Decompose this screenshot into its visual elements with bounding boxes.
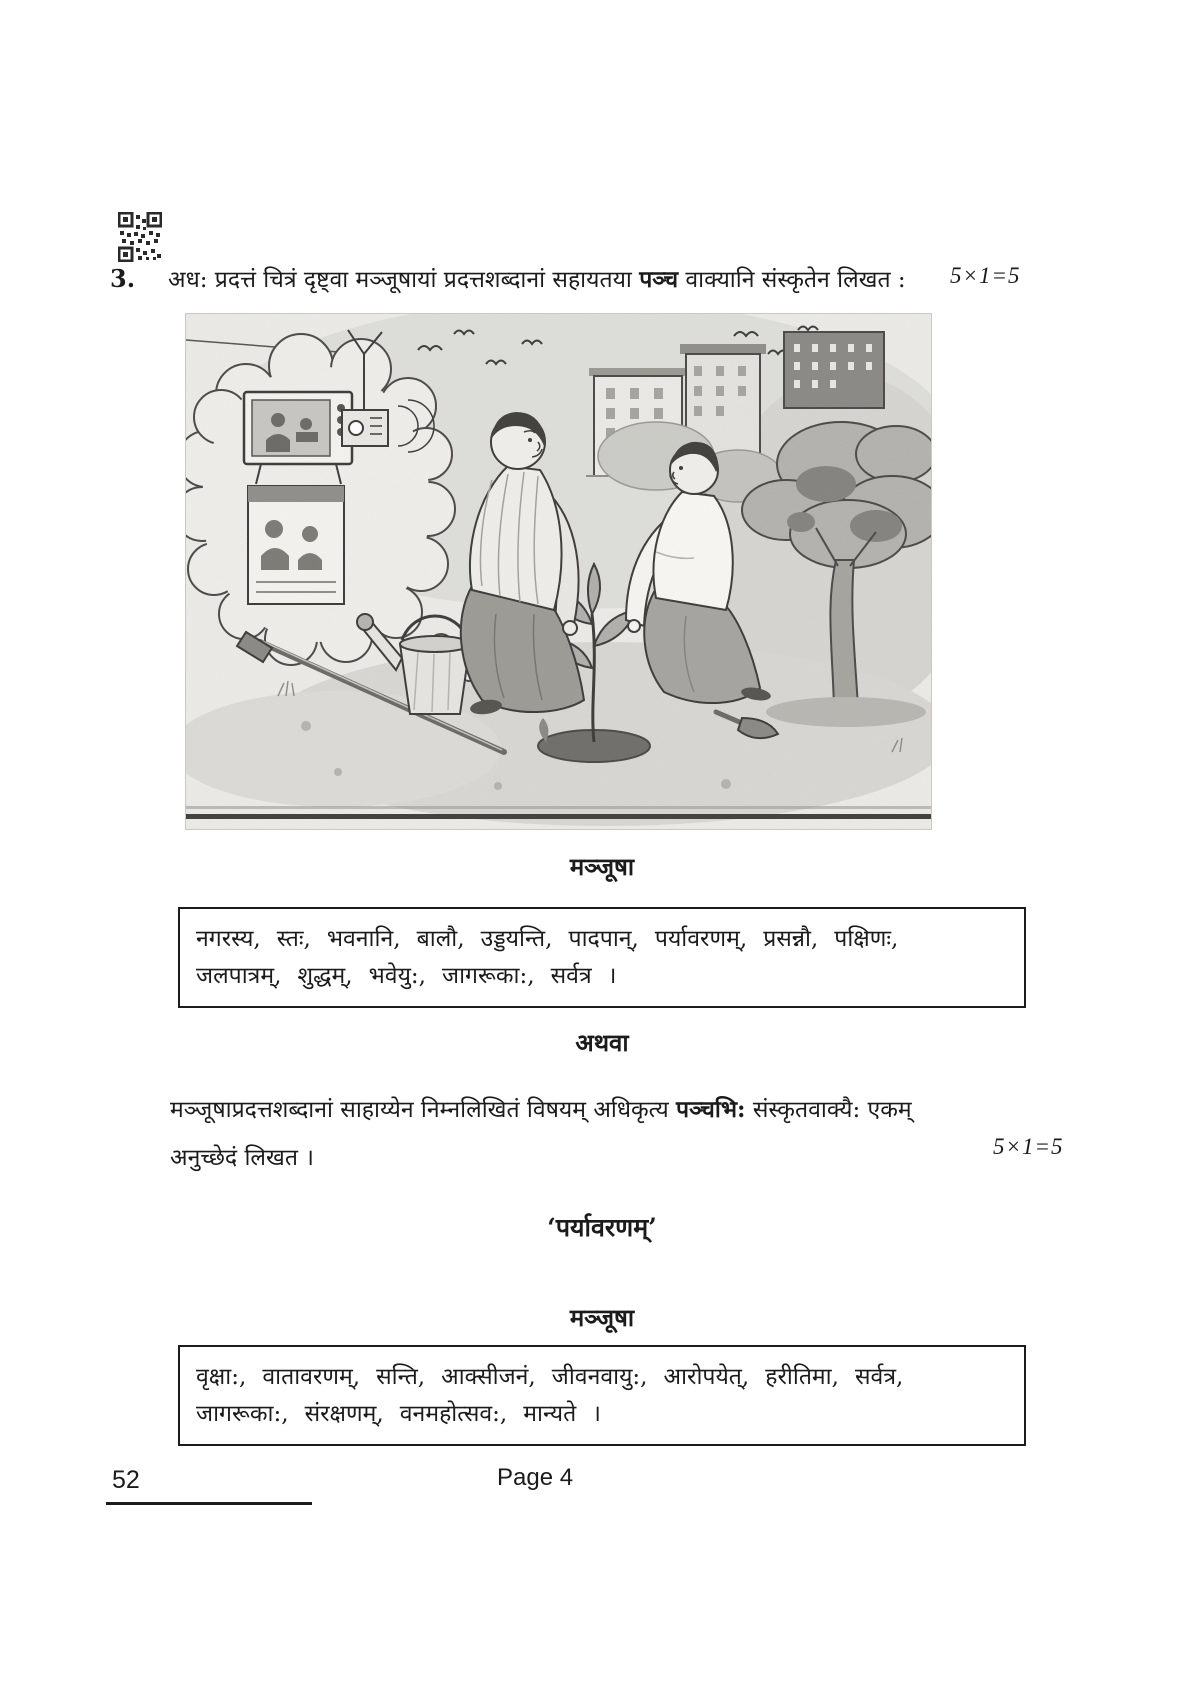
alternative-question [170, 1086, 1000, 1183]
question-3-marks: 5×1=5 [950, 263, 1021, 288]
question-text-bold: पञ्च [639, 266, 679, 293]
alt-question-pre: मञ्जूषाप्रदत्तशब्दानां साहाय्येन निम्नलिखितं विषयम् अधिकृत्य [170, 1097, 669, 1123]
page-number: Page 4 [497, 1464, 574, 1491]
alt-question-post: संस्कृतवाक्यै: एकम् [752, 1097, 912, 1123]
topic-title: ‘पर्यावरणम्’ [547, 1213, 657, 1242]
or-heading: अथवा [575, 1028, 629, 1057]
paper-code: 52 [112, 1466, 140, 1494]
word-box-1-line-1: नगरस्य, स्तः, भवनानि, बालौ, उड्डयन्ति, पादपान्, पर्यावरणम्, प्रसन्नौ, पक्षिणः, [196, 926, 899, 952]
planting-illustration-graphic [186, 314, 931, 829]
alt-question-line-2: अनुच्छेदं लिखत । [170, 1144, 314, 1171]
word-box-2-line-2: जागरूका:, संरक्षणम्, वनमहोत्सव:, मान्यते । [196, 1401, 601, 1428]
word-box-2-line-1: वृक्षा:, वातावरणम्, सन्ति, आक्सीजनं, जीवनवायु:, आरोपयेत्, हरीतिमा, सर्वत्र, [196, 1364, 904, 1390]
alt-question-bold: पञ्चभि: [676, 1096, 746, 1123]
question-number: 3. [110, 264, 136, 293]
footer-divider-line [106, 1502, 312, 1505]
word-box-1 [178, 907, 1026, 1008]
question-text-post: वाक्यानि संस्कृतेन लिखत : [685, 267, 906, 293]
planting-illustration [185, 313, 932, 830]
qr-code [118, 212, 162, 262]
word-box-2 [178, 1345, 1026, 1446]
alternative-question-marks: 5×1=5 [993, 1134, 1064, 1159]
manjusha-heading-2: मञ्जूषा [569, 1303, 635, 1332]
question-text-pre: अध: प्रदत्तं चित्रं दृष्ट्वा मञ्जूषायां प्रदत्तशब्दानां सहायतया [168, 267, 632, 293]
qr-code-graphic [118, 212, 162, 262]
manjusha-heading-1: मञ्जूषा [569, 852, 635, 881]
word-box-1-line-2: जलपात्रम्, शुद्धम्, भवेयु:, जागरूका:, सर्वत्र । [196, 963, 617, 990]
